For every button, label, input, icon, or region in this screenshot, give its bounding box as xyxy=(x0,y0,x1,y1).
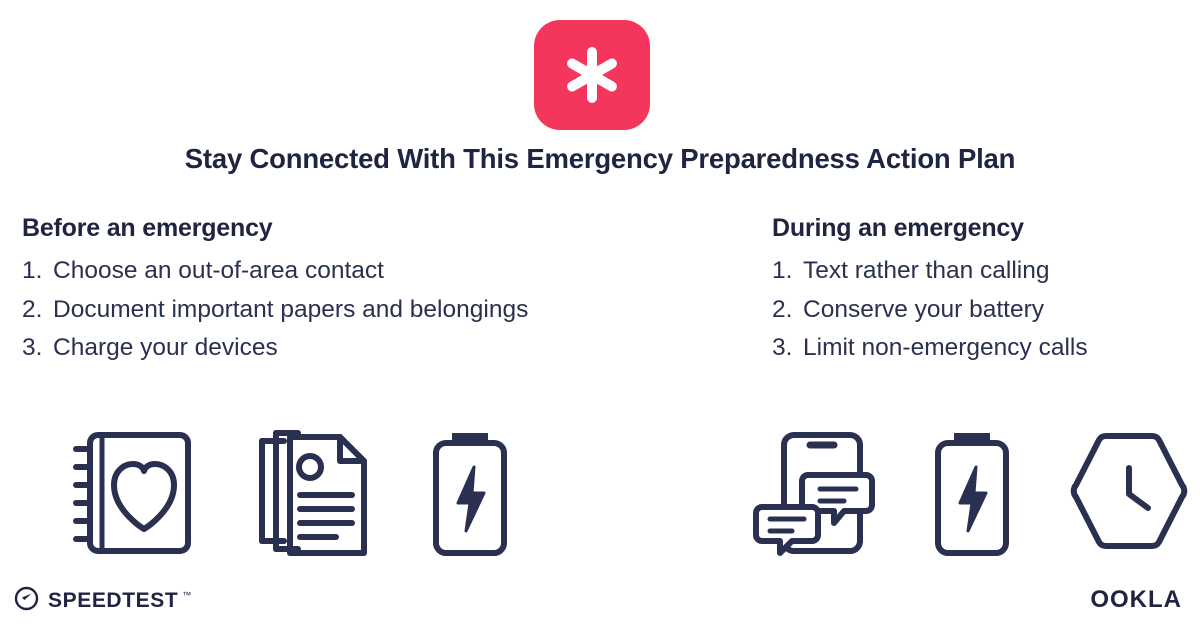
column-during-emergency xyxy=(772,214,1192,368)
asterisk-icon xyxy=(560,43,624,107)
list-item xyxy=(772,252,1192,291)
list-item-label: Conserve your battery xyxy=(803,295,1045,323)
list-item-label: Limit non-emergency calls xyxy=(803,334,1088,361)
list-item xyxy=(22,252,722,291)
list-item-label: Charge your devices xyxy=(53,334,278,361)
steps-list-before xyxy=(22,252,722,368)
speedtest-app-icon xyxy=(534,20,650,130)
list-item-number: 3. xyxy=(22,334,43,361)
ookla-footer-logo xyxy=(1090,586,1182,614)
speedtest-wordmark: SPEEDTEST xyxy=(48,589,179,612)
icon-row-during xyxy=(748,420,1188,565)
column-before-emergency xyxy=(22,214,722,368)
notebook-heart-icon xyxy=(72,423,202,563)
hexagon-clock-icon xyxy=(1066,428,1192,558)
ookla-wordmark: OOKLA xyxy=(1090,586,1182,613)
list-item xyxy=(22,329,722,368)
phone-message-icon xyxy=(748,423,878,563)
speedtest-footer-logo xyxy=(14,586,191,616)
list-item-label: Document important papers and belongings xyxy=(53,295,529,323)
page-title: Stay Connected With This Emergency Preparedness Action Plan xyxy=(184,143,1016,174)
list-item xyxy=(22,291,722,330)
list-item-label: Choose an out-of-area contact xyxy=(53,257,384,284)
documents-stack-icon xyxy=(248,423,378,563)
column-title: Before an emergency xyxy=(22,214,273,242)
speedtest-trademark: ™ xyxy=(182,590,192,600)
column-title: During an emergency xyxy=(772,214,1024,242)
steps-list-during xyxy=(772,252,1192,368)
list-item-number: 2. xyxy=(22,295,43,323)
list-item-number: 1. xyxy=(772,257,793,284)
icon-row-before xyxy=(72,420,542,565)
list-item-number: 1. xyxy=(22,257,43,284)
battery-bolt-icon xyxy=(424,423,516,563)
list-item xyxy=(772,291,1192,330)
list-item-number: 2. xyxy=(772,295,793,323)
list-item-label: Text rather than calling xyxy=(803,257,1050,284)
list-item-number: 3. xyxy=(772,334,793,361)
battery-bolt-icon xyxy=(926,423,1018,563)
speedtest-gauge-icon xyxy=(14,586,39,616)
list-item xyxy=(772,329,1192,368)
columns-wrapper xyxy=(0,214,1200,394)
